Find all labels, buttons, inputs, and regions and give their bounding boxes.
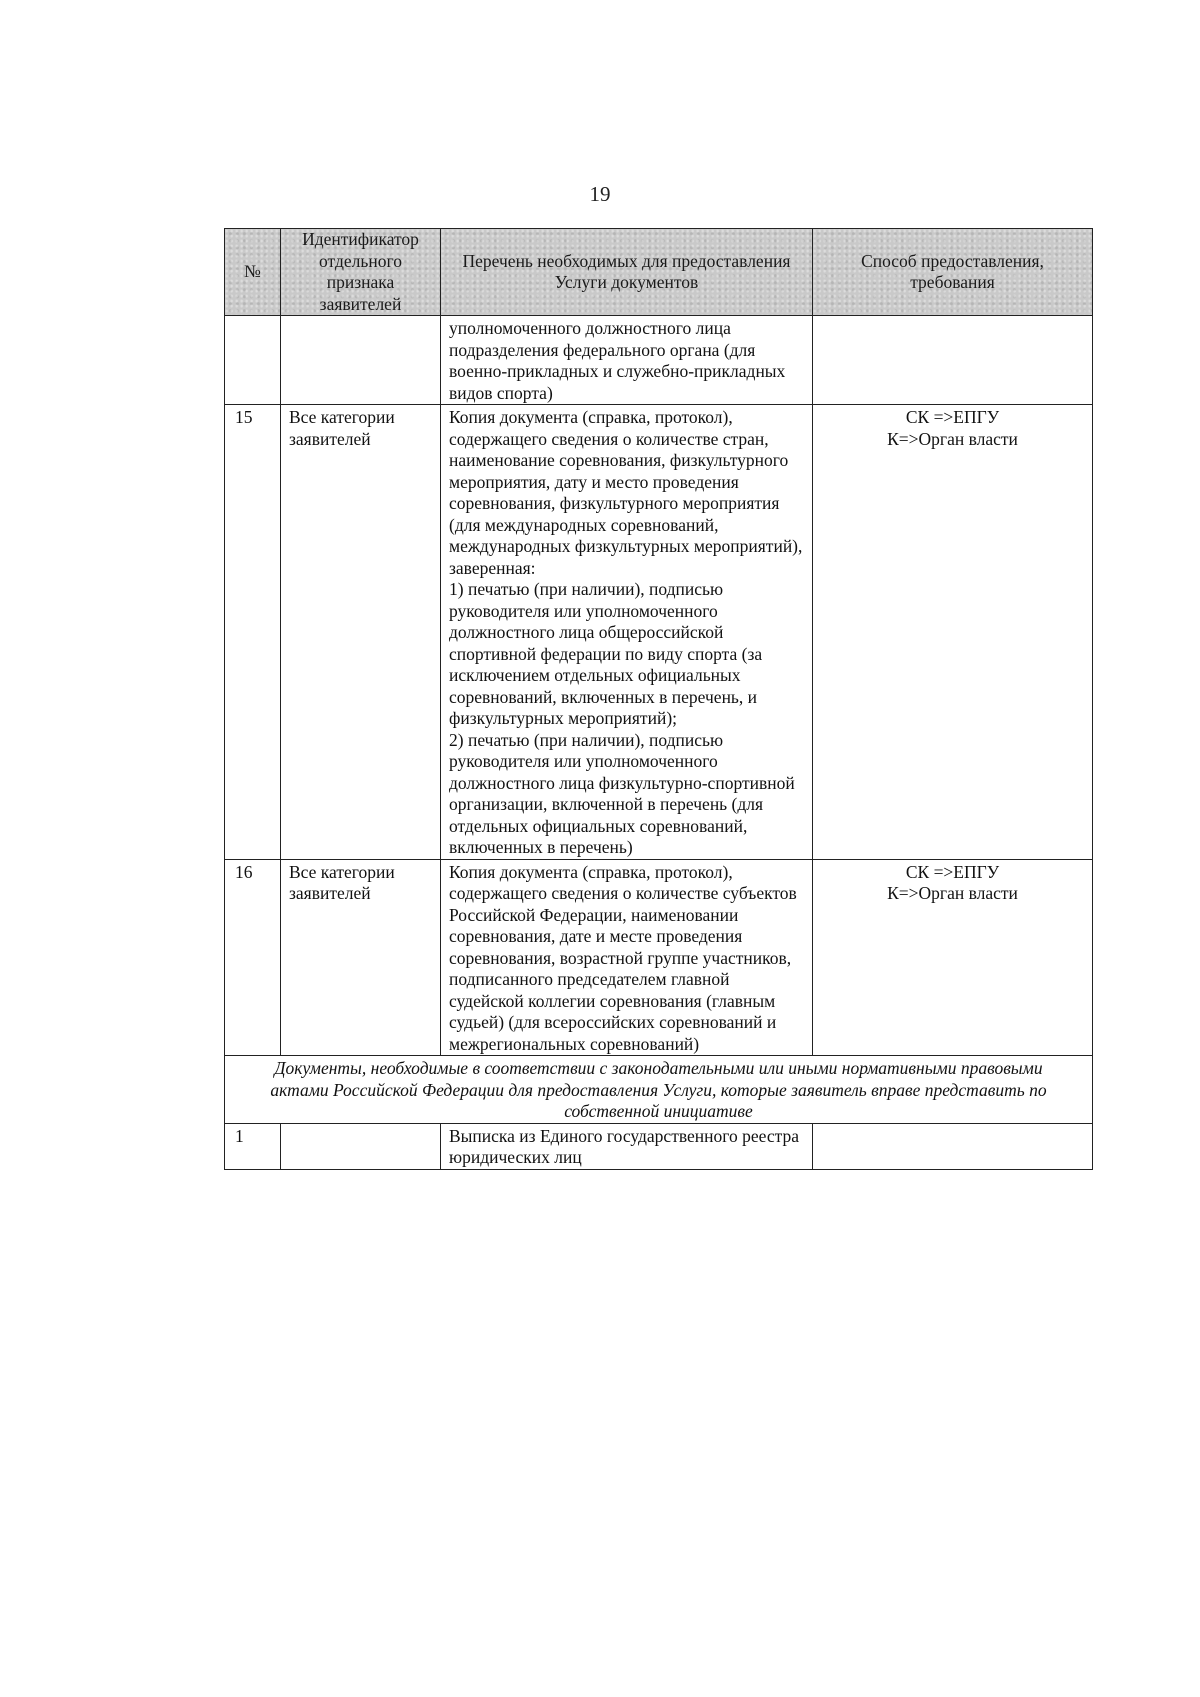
row-identifier: Все категории заявителей xyxy=(281,859,441,1056)
section-title-row xyxy=(225,1056,1093,1124)
table-row xyxy=(225,1123,1093,1169)
method-line: СК =>ЕПГУ xyxy=(905,407,1000,427)
row-method xyxy=(813,316,1093,405)
row-number xyxy=(225,316,281,405)
row-identifier xyxy=(281,1123,441,1169)
row-method xyxy=(813,859,1093,1056)
table-row xyxy=(225,859,1093,1056)
method-line: К=>Орган власти xyxy=(887,883,1018,903)
row-documents xyxy=(441,405,813,860)
row-documents: Копия документа (справка, протокол), содержащего сведения о количестве субъектов Российской Федерации, наименовании соревнования, дате и месте проведения соревнования, возрастной группе участников, подписанного председателем главной судейской коллегии соревнования (главным судьей) (для всероссийских соревнований и межрегиональных соревнований) xyxy=(441,859,813,1056)
documents-text: Копия документа (справка, протокол), содержащего сведения о количестве стран, наименование соревнования, физкультурного мероприятия, дату и место проведения соревнования, физкультурного мероприятия (для международных соревнований, международных физкультурных мероприятий), заверенная: xyxy=(449,407,803,578)
header-documents: Перечень необходимых для предоставления Услуги документов xyxy=(441,229,813,316)
table-row xyxy=(225,316,1093,405)
row-method xyxy=(813,405,1093,860)
header-method: Способ предоставления, требования xyxy=(813,229,1093,316)
table-header-row xyxy=(225,229,1093,316)
row-identifier: Все категории заявителей xyxy=(281,405,441,860)
table-row xyxy=(225,405,1093,860)
documents-table xyxy=(224,228,1093,1170)
row-number: 1 xyxy=(225,1123,281,1169)
row-documents: уполномоченного должностного лица подразделения федерального органа (для военно-прикладных и служебно-прикладных видов спорта) xyxy=(441,316,813,405)
page-number: 19 xyxy=(589,182,611,206)
row-identifier xyxy=(281,316,441,405)
row-documents: Выписка из Единого государственного реестра юридических лиц xyxy=(441,1123,813,1169)
header-identifier: Идентификатор отдельного признака заявителей xyxy=(281,229,441,316)
method-line: К=>Орган власти xyxy=(887,428,1018,449)
section-title: Документы, необходимые в соответствии с законодательными или иными нормативными правовыми актами Российской Федерации для предоставления Услуги, которые заявитель вправе представить по собственной инициативе xyxy=(225,1056,1093,1124)
documents-item: 1) печатью (при наличии), подписью руководителя или уполномоченного должностного лица общероссийской спортивной федерации по виду спорта (за исключением отдельных официальных соревнований, включенных в перечень, и физкультурных мероприятий); xyxy=(449,579,763,728)
row-number: 15 xyxy=(225,405,281,860)
method-line: СК =>ЕПГУ xyxy=(905,861,1000,882)
documents-item: 2) печатью (при наличии), подписью руководителя или уполномоченного должностного лица физкультурно-спортивной организации, включенной в перечень (для отдельных официальных соревнований, включенных в перечень) xyxy=(449,729,795,857)
row-method xyxy=(813,1123,1093,1169)
row-number: 16 xyxy=(225,859,281,1056)
header-number: № xyxy=(225,229,281,316)
